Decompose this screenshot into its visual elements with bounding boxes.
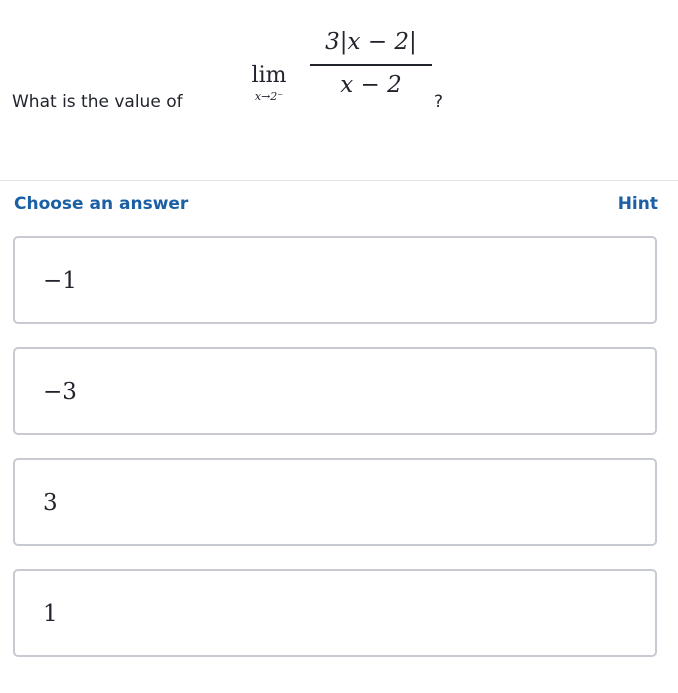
- hint-button[interactable]: Hint: [617, 194, 658, 214]
- fraction-denominator: x − 2: [340, 72, 402, 98]
- question-mark: ?: [434, 92, 444, 112]
- limit-fraction: [310, 24, 432, 100]
- limit-operator: [234, 64, 304, 103]
- answer-option-1[interactable]: [13, 236, 657, 324]
- section-divider: [0, 180, 678, 181]
- fraction-numerator: 3|x − 2|: [325, 29, 417, 55]
- answer-option-2[interactable]: [13, 347, 657, 435]
- answer-option-3[interactable]: [13, 458, 657, 546]
- answer-option-4[interactable]: [13, 569, 657, 657]
- limit-subscript: x→2⁻: [254, 90, 284, 103]
- answer-option-value: 3: [43, 490, 58, 516]
- question-prompt: [12, 20, 672, 130]
- answer-option-value: −1: [43, 268, 77, 294]
- fraction-bar: [310, 64, 432, 66]
- choose-answer-label: Choose an answer: [14, 194, 189, 214]
- limit-word: lim: [251, 63, 287, 88]
- answer-option-value: 1: [43, 601, 58, 627]
- answer-option-value: −3: [43, 379, 77, 405]
- question-text: What is the value of: [12, 92, 183, 112]
